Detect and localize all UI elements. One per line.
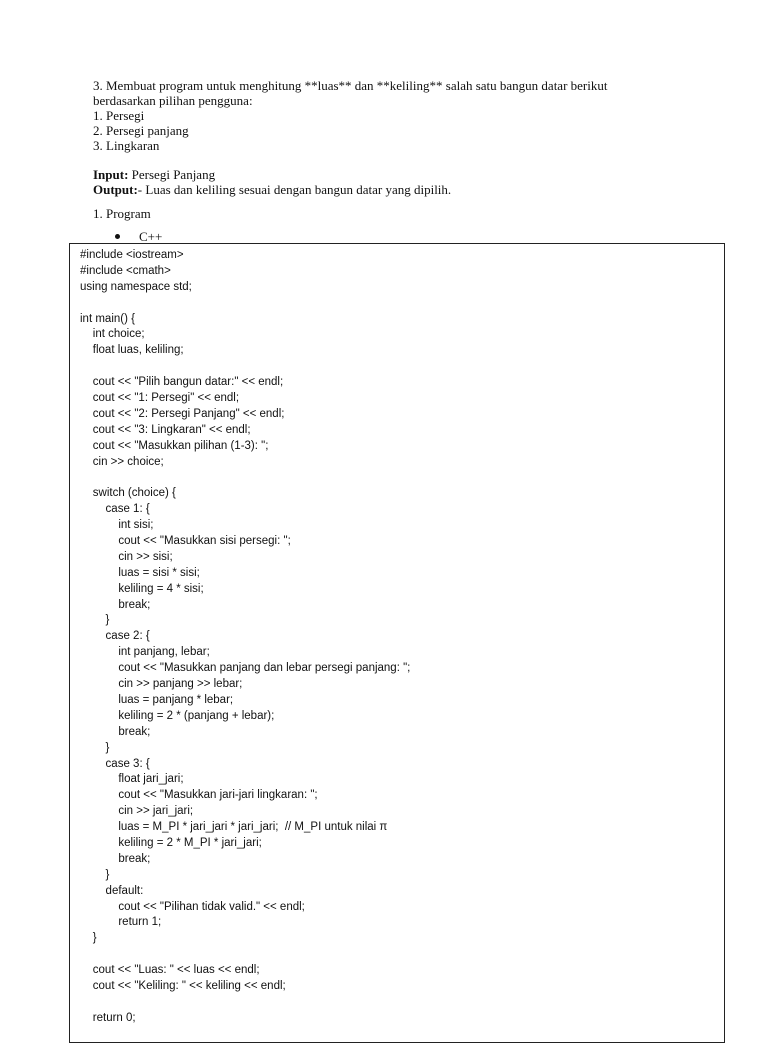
- task-description: [93, 78, 693, 153]
- code-line: using namespace std;: [80, 280, 192, 293]
- code-line: luas = sisi * sisi;: [80, 566, 200, 579]
- code-line: break;: [80, 852, 151, 865]
- code-line: luas = panjang * lebar;: [80, 693, 234, 706]
- code-line: cout << "Luas: " << luas << endl;: [80, 964, 260, 977]
- code-line: cout << "Keliling: " << keliling << endl;: [80, 979, 286, 992]
- code-line: cout << "Masukkan panjang dan lebar persegi panjang: ";: [80, 662, 411, 675]
- task-line: 2. Persegi panjang: [93, 123, 189, 138]
- code-line: keliling = 2 * (panjang + lebar);: [80, 709, 275, 722]
- code-line: cin >> sisi;: [80, 550, 173, 563]
- task-line: berdasarkan pilihan pengguna:: [93, 93, 253, 108]
- code-line: [80, 296, 410, 312]
- code-line: cout << "Masukkan sisi persegi: ";: [80, 535, 291, 548]
- code-line: #include <iostream>: [80, 249, 184, 261]
- task-line: 1. Persegi: [93, 108, 145, 123]
- code-line: cout << "2: Persegi Panjang" << endl;: [80, 407, 285, 420]
- task-line: 3. Membuat program untuk menghitung **luas** dan **keliling** salah satu bangun datar berikut: [93, 78, 608, 93]
- code-line: }: [80, 741, 110, 754]
- code-block: [69, 243, 725, 1043]
- code-line: return 0;: [80, 1011, 136, 1024]
- output-value: - Luas dan keliling sesuai dengan bangun datar yang dipilih.: [137, 182, 452, 197]
- code-line: luas = M_PI * jari_jari * jari_jari; // M_PI untuk nilai π: [80, 821, 388, 834]
- code-line: int panjang, lebar;: [80, 646, 210, 659]
- code-line: float jari_jari;: [80, 773, 184, 786]
- code-line: }: [80, 868, 110, 881]
- code-line: return 1;: [80, 916, 162, 929]
- code-line: cin >> panjang >> lebar;: [80, 678, 243, 691]
- code-line: cout << "3: Lingkaran" << endl;: [80, 423, 251, 436]
- bullet-icon: [115, 234, 120, 239]
- code-line: case 3: {: [80, 757, 150, 770]
- code-line: [80, 995, 410, 1011]
- input-line: [93, 167, 713, 182]
- code-line: float luas, keliling;: [80, 344, 184, 357]
- code-line: cout << "Masukkan jari-jari lingkaran: ";: [80, 789, 318, 802]
- code-line: int main() {: [80, 312, 135, 325]
- input-value: Persegi Panjang: [128, 167, 216, 182]
- code-line: #include <cmath>: [80, 264, 171, 277]
- code-line: cout << "Pilihan tidak valid." << endl;: [80, 900, 305, 913]
- code-line: case 1: {: [80, 503, 150, 516]
- program-heading: 1. Program: [93, 206, 151, 221]
- code-line: cin >> jari_jari;: [80, 805, 194, 818]
- task-line: 3. Lingkaran: [93, 138, 160, 153]
- language-label: C++: [139, 229, 163, 244]
- code-line: keliling = 2 * M_PI * jari_jari;: [80, 836, 262, 849]
- output-line: [93, 182, 713, 197]
- code-line: }: [80, 932, 97, 945]
- code-line: }: [80, 614, 110, 627]
- code-line: cin >> choice;: [80, 455, 164, 468]
- code-line: break;: [80, 598, 151, 611]
- code-line: int sisi;: [80, 519, 154, 532]
- code-line: break;: [80, 725, 151, 738]
- code-line: case 2: {: [80, 630, 150, 643]
- code-line: [80, 470, 410, 486]
- input-label: Input:: [93, 167, 129, 182]
- code-line: cout << "Masukkan pilihan (1-3): ";: [80, 439, 269, 452]
- output-label: Output:: [93, 182, 138, 197]
- code-listing: [80, 248, 410, 1027]
- input-output-spec: [93, 167, 713, 197]
- code-line: int choice;: [80, 328, 145, 341]
- language-bullet: [115, 229, 162, 244]
- code-line: switch (choice) {: [80, 487, 176, 500]
- code-line: keliling = 4 * sisi;: [80, 582, 204, 595]
- code-line: [80, 947, 410, 963]
- code-line: default:: [80, 884, 144, 897]
- code-line: cout << "1: Persegi" << endl;: [80, 392, 240, 405]
- code-line: cout << "Pilih bangun datar:" << endl;: [80, 376, 284, 389]
- code-line: [80, 359, 410, 375]
